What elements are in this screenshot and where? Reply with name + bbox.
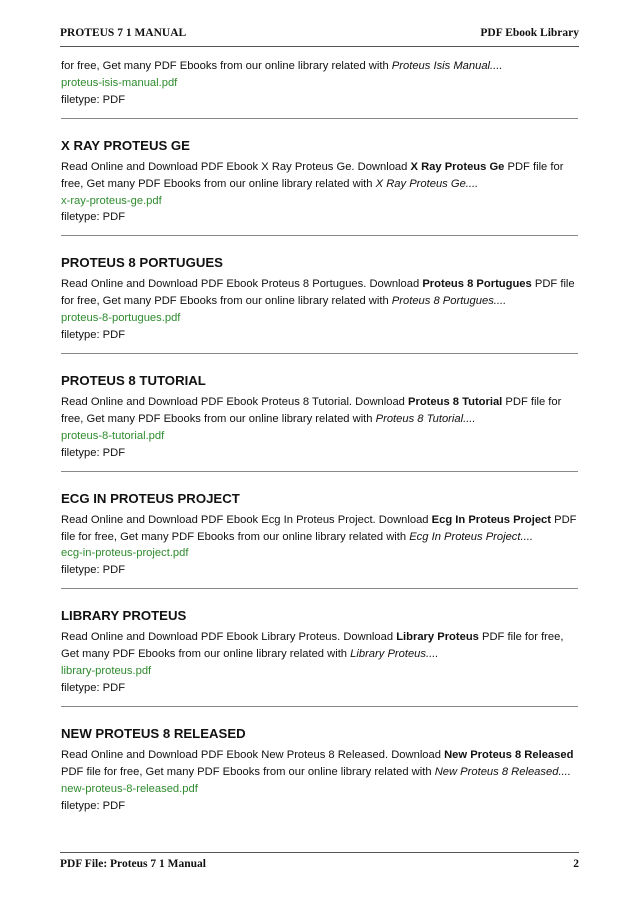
- result-title: ECG IN PROTEUS PROJECT: [61, 490, 240, 506]
- result-pdf-link[interactable]: library-proteus.pdf: [61, 665, 152, 678]
- description-text: Read Online and Download PDF Ebook Library Proteus. Download: [61, 631, 397, 644]
- description-text: Read Online and Download PDF Ebook X Ray Proteus Ge. Download: [61, 160, 411, 173]
- header-divider: [60, 46, 579, 47]
- result-description: [61, 394, 578, 428]
- result-title: NEW PROTEUS 8 RELEASED: [61, 725, 246, 741]
- intro-pdf-link[interactable]: proteus-isis-manual.pdf: [61, 76, 178, 89]
- result-title: PROTEUS 8 TUTORIAL: [61, 372, 206, 388]
- intro-filetype: filetype: PDF: [61, 93, 126, 106]
- section-divider: [61, 353, 578, 354]
- description-bold: Proteus 8 Portugues: [422, 278, 532, 291]
- description-text: Read Online and Download PDF Ebook Proteus 8 Tutorial. Download: [61, 395, 409, 408]
- description-text: PDF file for free, Get many PDF Ebooks from our online library related with: [61, 513, 577, 543]
- description-text: PDF file for free, Get many PDF Ebooks from our online library related with: [61, 765, 435, 778]
- description-bold: X Ray Proteus Ge: [410, 160, 505, 173]
- description-text: Read Online and Download PDF Ebook New Proteus 8 Released. Download: [61, 748, 445, 761]
- description-text: PDF file for free, Get many PDF Ebooks from our online library related with: [61, 395, 562, 425]
- result-pdf-link[interactable]: proteus-8-tutorial.pdf: [61, 429, 165, 442]
- result-filetype: filetype: PDF: [61, 211, 126, 224]
- footer-divider: [60, 852, 579, 853]
- section-divider: [61, 471, 578, 472]
- intro-italic: Proteus Isis Manual....: [391, 60, 503, 72]
- result-title: PROTEUS 8 PORTUGUES: [61, 255, 223, 271]
- intro-fragment: [61, 58, 578, 109]
- description-italic: Proteus 8 Portugues....: [391, 295, 507, 308]
- result-filetype: filetype: PDF: [61, 564, 126, 577]
- description-italic: Ecg In Proteus Project....: [409, 530, 533, 543]
- result-x-ray-proteus-ge: [61, 137, 578, 227]
- result-title: LIBRARY PROTEUS: [61, 608, 187, 624]
- result-library-proteus: [61, 607, 578, 697]
- footer-file-label: PDF File: Proteus 7 1 Manual: [60, 858, 206, 870]
- page-content: [61, 58, 578, 814]
- result-description: [61, 512, 578, 546]
- result-filetype: filetype: PDF: [61, 329, 126, 342]
- result-filetype: filetype: PDF: [61, 799, 126, 812]
- description-text: Read Online and Download PDF Ebook Ecg In Proteus Project. Download: [61, 513, 432, 526]
- description-text: PDF file for free, Get many PDF Ebooks from our online library related with: [61, 160, 564, 190]
- description-bold: New Proteus 8 Released: [444, 748, 574, 761]
- section-divider: [61, 235, 578, 236]
- description-italic: Library Proteus....: [350, 648, 439, 661]
- section-divider: [61, 118, 578, 119]
- result-ecg-in-proteus-project: [61, 490, 578, 580]
- page-header: [60, 27, 579, 39]
- description-bold: Ecg In Proteus Project: [431, 513, 552, 526]
- intro-description: [61, 58, 578, 75]
- description-italic: X Ray Proteus Ge....: [375, 177, 479, 190]
- section-divider: [61, 588, 578, 589]
- result-description: [61, 159, 578, 193]
- description-text: PDF file for free, Get many PDF Ebooks from our online library related with: [61, 278, 575, 308]
- result-pdf-link[interactable]: x-ray-proteus-ge.pdf: [61, 194, 162, 207]
- result-new-proteus-8-released: [61, 725, 578, 815]
- description-bold: Proteus 8 Tutorial: [408, 395, 503, 408]
- description-italic: Proteus 8 Tutorial....: [375, 412, 476, 425]
- result-filetype: filetype: PDF: [61, 446, 126, 459]
- description-italic: New Proteus 8 Released....: [434, 765, 571, 778]
- result-pdf-link[interactable]: proteus-8-portugues.pdf: [61, 312, 181, 325]
- page-number: 2: [573, 858, 579, 870]
- section-divider: [61, 706, 578, 707]
- result-description: [61, 629, 578, 663]
- result-title: X RAY PROTEUS GE: [61, 137, 190, 153]
- result-description: [61, 747, 578, 781]
- header-library: PDF Ebook Library: [480, 27, 579, 39]
- intro-text: for free, Get many PDF Ebooks from our online library related with: [61, 60, 392, 72]
- description-text: Read Online and Download PDF Ebook Proteus 8 Portugues. Download: [61, 278, 423, 291]
- description-text: PDF file for free, Get many PDF Ebooks from our online library related with: [61, 631, 564, 661]
- result-filetype: filetype: PDF: [61, 681, 126, 694]
- page-footer: [60, 858, 579, 870]
- result-description: [61, 276, 578, 310]
- description-bold: Library Proteus: [396, 631, 479, 644]
- result-pdf-link[interactable]: ecg-in-proteus-project.pdf: [61, 547, 189, 560]
- result-proteus-8-tutorial: [61, 372, 578, 462]
- header-title: PROTEUS 7 1 MANUAL: [60, 27, 187, 39]
- result-pdf-link[interactable]: new-proteus-8-released.pdf: [61, 782, 198, 795]
- result-proteus-8-portugues: [61, 254, 578, 344]
